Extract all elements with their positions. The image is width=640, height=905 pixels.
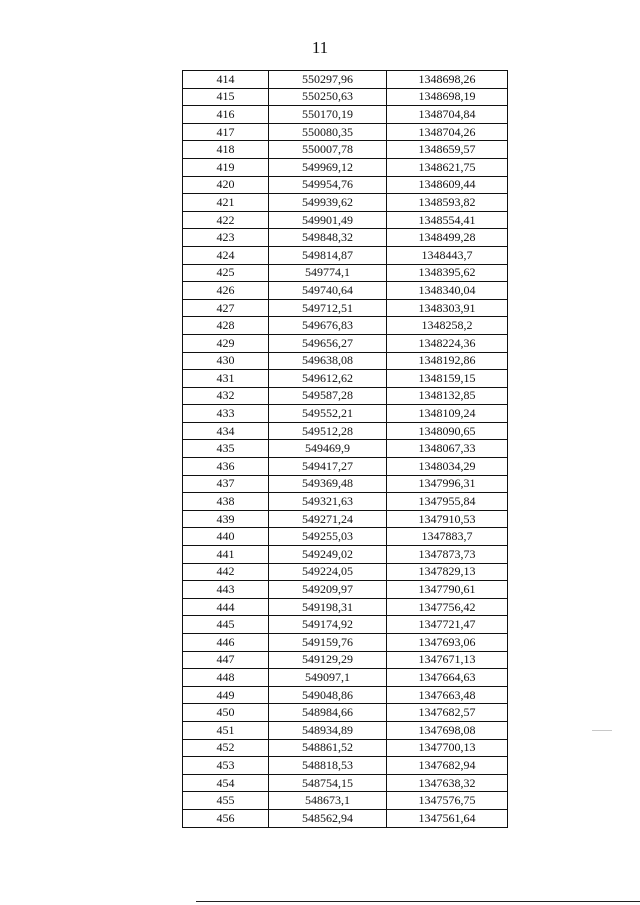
x-coordinate-cell: 549969,12 bbox=[269, 158, 387, 176]
y-coordinate-cell: 1348554,41 bbox=[387, 211, 508, 229]
point-number-cell: 456 bbox=[183, 809, 269, 827]
point-number-cell: 428 bbox=[183, 317, 269, 335]
x-coordinate-cell: 550007,78 bbox=[269, 141, 387, 159]
table-row bbox=[183, 370, 508, 388]
y-coordinate-cell: 1348704,26 bbox=[387, 123, 508, 141]
table-row bbox=[183, 299, 508, 317]
x-coordinate-cell: 549512,28 bbox=[269, 422, 387, 440]
x-coordinate-cell: 549159,76 bbox=[269, 634, 387, 652]
x-coordinate-cell: 548818,53 bbox=[269, 757, 387, 775]
table-row bbox=[183, 634, 508, 652]
point-number-cell: 421 bbox=[183, 194, 269, 212]
point-number-cell: 414 bbox=[183, 71, 269, 89]
point-number-cell: 437 bbox=[183, 475, 269, 493]
point-number-cell: 439 bbox=[183, 510, 269, 528]
y-coordinate-cell: 1348395,62 bbox=[387, 264, 508, 282]
table-row bbox=[183, 141, 508, 159]
table-row bbox=[183, 123, 508, 141]
point-number-cell: 426 bbox=[183, 282, 269, 300]
y-coordinate-cell: 1347663,48 bbox=[387, 686, 508, 704]
table-row bbox=[183, 757, 508, 775]
table-row bbox=[183, 88, 508, 106]
y-coordinate-cell: 1347682,94 bbox=[387, 757, 508, 775]
x-coordinate-cell: 549656,27 bbox=[269, 334, 387, 352]
x-coordinate-cell: 550297,96 bbox=[269, 71, 387, 89]
x-coordinate-cell: 549249,02 bbox=[269, 546, 387, 564]
y-coordinate-cell: 1347756,42 bbox=[387, 598, 508, 616]
table-row bbox=[183, 440, 508, 458]
x-coordinate-cell: 549369,48 bbox=[269, 475, 387, 493]
table-row bbox=[183, 458, 508, 476]
point-number-cell: 438 bbox=[183, 493, 269, 511]
point-number-cell: 418 bbox=[183, 141, 269, 159]
table-row bbox=[183, 774, 508, 792]
y-coordinate-cell: 1348659,57 bbox=[387, 141, 508, 159]
table-row bbox=[183, 528, 508, 546]
x-coordinate-cell: 549939,62 bbox=[269, 194, 387, 212]
x-coordinate-cell: 549901,49 bbox=[269, 211, 387, 229]
y-coordinate-cell: 1347883,7 bbox=[387, 528, 508, 546]
point-number-cell: 429 bbox=[183, 334, 269, 352]
point-number-cell: 455 bbox=[183, 792, 269, 810]
table-row bbox=[183, 176, 508, 194]
point-number-cell: 433 bbox=[183, 405, 269, 423]
x-coordinate-cell: 549198,31 bbox=[269, 598, 387, 616]
table-row bbox=[183, 282, 508, 300]
y-coordinate-cell: 1347682,57 bbox=[387, 704, 508, 722]
y-coordinate-cell: 1348621,75 bbox=[387, 158, 508, 176]
point-number-cell: 448 bbox=[183, 669, 269, 687]
table-row bbox=[183, 493, 508, 511]
table-row bbox=[183, 352, 508, 370]
table-row bbox=[183, 158, 508, 176]
table-row bbox=[183, 317, 508, 335]
table-row bbox=[183, 563, 508, 581]
table-row bbox=[183, 546, 508, 564]
y-coordinate-cell: 1348109,24 bbox=[387, 405, 508, 423]
x-coordinate-cell: 549255,03 bbox=[269, 528, 387, 546]
point-number-cell: 425 bbox=[183, 264, 269, 282]
coordinate-table bbox=[182, 70, 508, 828]
table-row bbox=[183, 71, 508, 89]
table-row bbox=[183, 721, 508, 739]
y-coordinate-cell: 1348443,7 bbox=[387, 246, 508, 264]
table-row bbox=[183, 669, 508, 687]
y-coordinate-cell: 1347910,53 bbox=[387, 510, 508, 528]
point-number-cell: 416 bbox=[183, 106, 269, 124]
x-coordinate-cell: 549469,9 bbox=[269, 440, 387, 458]
y-coordinate-cell: 1348499,28 bbox=[387, 229, 508, 247]
point-number-cell: 424 bbox=[183, 246, 269, 264]
point-number-cell: 454 bbox=[183, 774, 269, 792]
x-coordinate-cell: 548984,66 bbox=[269, 704, 387, 722]
table-row bbox=[183, 264, 508, 282]
table-row bbox=[183, 194, 508, 212]
point-number-cell: 452 bbox=[183, 739, 269, 757]
table-row bbox=[183, 616, 508, 634]
coordinate-table-body bbox=[183, 71, 508, 828]
x-coordinate-cell: 549712,51 bbox=[269, 299, 387, 317]
table-row bbox=[183, 651, 508, 669]
x-coordinate-cell: 548861,52 bbox=[269, 739, 387, 757]
x-coordinate-cell: 549048,86 bbox=[269, 686, 387, 704]
y-coordinate-cell: 1348159,15 bbox=[387, 370, 508, 388]
y-coordinate-cell: 1347721,47 bbox=[387, 616, 508, 634]
y-coordinate-cell: 1348258,2 bbox=[387, 317, 508, 335]
y-coordinate-cell: 1348704,84 bbox=[387, 106, 508, 124]
point-number-cell: 451 bbox=[183, 721, 269, 739]
table-row bbox=[183, 246, 508, 264]
table-row bbox=[183, 510, 508, 528]
point-number-cell: 441 bbox=[183, 546, 269, 564]
y-coordinate-cell: 1348698,26 bbox=[387, 71, 508, 89]
point-number-cell: 419 bbox=[183, 158, 269, 176]
x-coordinate-cell: 550170,19 bbox=[269, 106, 387, 124]
x-coordinate-cell: 549740,64 bbox=[269, 282, 387, 300]
x-coordinate-cell: 549321,63 bbox=[269, 493, 387, 511]
table-row bbox=[183, 422, 508, 440]
table-row bbox=[183, 581, 508, 599]
x-coordinate-cell: 549954,76 bbox=[269, 176, 387, 194]
y-coordinate-cell: 1348303,91 bbox=[387, 299, 508, 317]
x-coordinate-cell: 550080,35 bbox=[269, 123, 387, 141]
y-coordinate-cell: 1348340,04 bbox=[387, 282, 508, 300]
y-coordinate-cell: 1348132,85 bbox=[387, 387, 508, 405]
point-number-cell: 445 bbox=[183, 616, 269, 634]
x-coordinate-cell: 549552,21 bbox=[269, 405, 387, 423]
table-row bbox=[183, 686, 508, 704]
x-coordinate-cell: 549587,28 bbox=[269, 387, 387, 405]
x-coordinate-cell: 549774,1 bbox=[269, 264, 387, 282]
table-row bbox=[183, 739, 508, 757]
point-number-cell: 417 bbox=[183, 123, 269, 141]
point-number-cell: 442 bbox=[183, 563, 269, 581]
table-row bbox=[183, 475, 508, 493]
point-number-cell: 422 bbox=[183, 211, 269, 229]
point-number-cell: 415 bbox=[183, 88, 269, 106]
table-row bbox=[183, 809, 508, 827]
x-coordinate-cell: 548562,94 bbox=[269, 809, 387, 827]
point-number-cell: 434 bbox=[183, 422, 269, 440]
y-coordinate-cell: 1348224,36 bbox=[387, 334, 508, 352]
x-coordinate-cell: 549129,29 bbox=[269, 651, 387, 669]
y-coordinate-cell: 1348034,29 bbox=[387, 458, 508, 476]
table-row bbox=[183, 334, 508, 352]
y-coordinate-cell: 1347638,32 bbox=[387, 774, 508, 792]
x-coordinate-cell: 549174,92 bbox=[269, 616, 387, 634]
x-coordinate-cell: 548934,89 bbox=[269, 721, 387, 739]
bottom-rule bbox=[196, 901, 640, 902]
y-coordinate-cell: 1348192,86 bbox=[387, 352, 508, 370]
margin-mark bbox=[592, 730, 612, 731]
page-number: 11 bbox=[311, 38, 329, 57]
point-number-cell: 435 bbox=[183, 440, 269, 458]
y-coordinate-cell: 1347664,63 bbox=[387, 669, 508, 687]
table-row bbox=[183, 405, 508, 423]
y-coordinate-cell: 1348698,19 bbox=[387, 88, 508, 106]
x-coordinate-cell: 549848,32 bbox=[269, 229, 387, 247]
point-number-cell: 446 bbox=[183, 634, 269, 652]
point-number-cell: 447 bbox=[183, 651, 269, 669]
x-coordinate-cell: 549097,1 bbox=[269, 669, 387, 687]
y-coordinate-cell: 1347996,31 bbox=[387, 475, 508, 493]
point-number-cell: 449 bbox=[183, 686, 269, 704]
x-coordinate-cell: 549224,05 bbox=[269, 563, 387, 581]
point-number-cell: 453 bbox=[183, 757, 269, 775]
point-number-cell: 431 bbox=[183, 370, 269, 388]
y-coordinate-cell: 1347829,13 bbox=[387, 563, 508, 581]
point-number-cell: 436 bbox=[183, 458, 269, 476]
x-coordinate-cell: 549209,97 bbox=[269, 581, 387, 599]
x-coordinate-cell: 548754,15 bbox=[269, 774, 387, 792]
point-number-cell: 432 bbox=[183, 387, 269, 405]
table-row bbox=[183, 211, 508, 229]
point-number-cell: 420 bbox=[183, 176, 269, 194]
point-number-cell: 443 bbox=[183, 581, 269, 599]
x-coordinate-cell: 548673,1 bbox=[269, 792, 387, 810]
point-number-cell: 430 bbox=[183, 352, 269, 370]
x-coordinate-cell: 549271,24 bbox=[269, 510, 387, 528]
table-row bbox=[183, 387, 508, 405]
table-row bbox=[183, 229, 508, 247]
table-row bbox=[183, 598, 508, 616]
point-number-cell: 427 bbox=[183, 299, 269, 317]
y-coordinate-cell: 1348067,33 bbox=[387, 440, 508, 458]
y-coordinate-cell: 1347576,75 bbox=[387, 792, 508, 810]
y-coordinate-cell: 1347698,08 bbox=[387, 721, 508, 739]
y-coordinate-cell: 1348593,82 bbox=[387, 194, 508, 212]
table-row bbox=[183, 704, 508, 722]
table-row bbox=[183, 106, 508, 124]
x-coordinate-cell: 549676,83 bbox=[269, 317, 387, 335]
point-number-cell: 450 bbox=[183, 704, 269, 722]
y-coordinate-cell: 1348609,44 bbox=[387, 176, 508, 194]
y-coordinate-cell: 1347671,13 bbox=[387, 651, 508, 669]
y-coordinate-cell: 1347700,13 bbox=[387, 739, 508, 757]
x-coordinate-cell: 550250,63 bbox=[269, 88, 387, 106]
y-coordinate-cell: 1347693,06 bbox=[387, 634, 508, 652]
point-number-cell: 423 bbox=[183, 229, 269, 247]
x-coordinate-cell: 549814,87 bbox=[269, 246, 387, 264]
y-coordinate-cell: 1348090,65 bbox=[387, 422, 508, 440]
point-number-cell: 444 bbox=[183, 598, 269, 616]
x-coordinate-cell: 549417,27 bbox=[269, 458, 387, 476]
x-coordinate-cell: 549638,08 bbox=[269, 352, 387, 370]
y-coordinate-cell: 1347873,73 bbox=[387, 546, 508, 564]
y-coordinate-cell: 1347955,84 bbox=[387, 493, 508, 511]
point-number-cell: 440 bbox=[183, 528, 269, 546]
table-row bbox=[183, 792, 508, 810]
y-coordinate-cell: 1347790,61 bbox=[387, 581, 508, 599]
x-coordinate-cell: 549612,62 bbox=[269, 370, 387, 388]
y-coordinate-cell: 1347561,64 bbox=[387, 809, 508, 827]
